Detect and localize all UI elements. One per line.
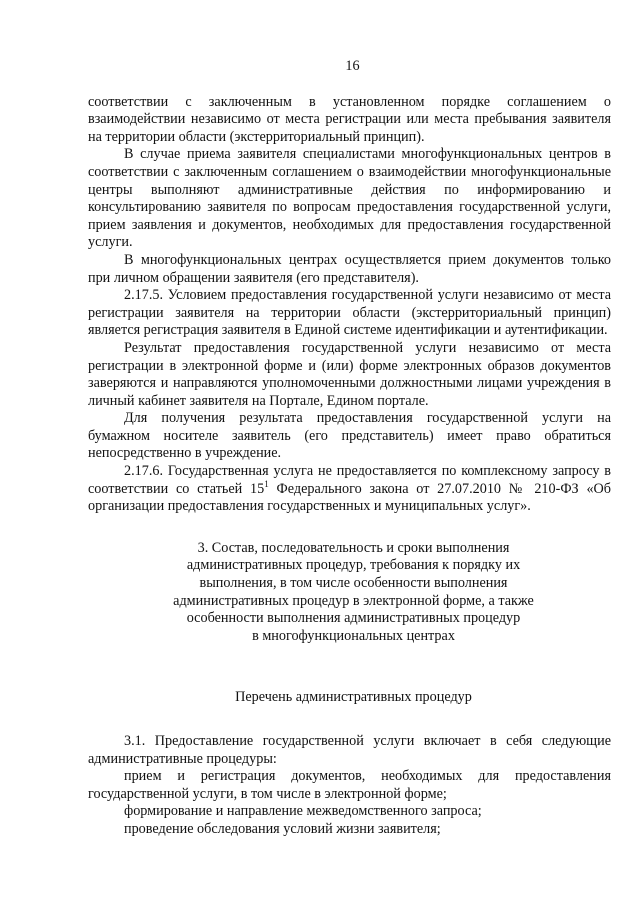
section-heading-line: 3. Состав, последовательность и сроки выполнения: [197, 539, 510, 556]
paragraph: соответствии с заключенным в установленном порядке соглашением о взаимодействии независимо от места регистрации или места пребывания заявителя на территории области (экстерриториальный принцип).: [88, 93, 611, 145]
list-item: формирование и направление межведомственного запроса;: [124, 803, 482, 820]
section-heading: [88, 540, 611, 646]
section-heading-line: особенности выполнения административных процедур: [186, 610, 521, 627]
top-paragraphs: [88, 94, 611, 516]
paragraph-2-17-5: 2.17.5. Условием предоставления государственной услуги независимо от места регистрации заявителя на территории области (экстерриториальный принцип) является регистрация заявителя в Единой системе идентификации и аутентификации.: [88, 287, 611, 339]
paragraph-text: Федерального закона от 27.07.2010 № 210-ФЗ «Об организации предоставления государственных и муниципальных услуг».: [88, 480, 611, 515]
list-item: прием и регистрация документов, необходимых для предоставления государственной услуги, в том числе в электронной форме;: [88, 768, 611, 802]
paragraph: Результат предоставления государственной услуги независимо от места регистрации в электронной форме и (или) форме электронных образов документов заверяются и направляются уполномоченными должностными лицами учреждения в личный кабинет заявителя на Портале, Едином портале.: [88, 339, 611, 409]
superscript: 1: [264, 478, 269, 489]
paragraph: В случае приема заявителя специалистами многофункциональных центров в соответствии с заключенным соглашением о взаимодействии многофункциональные центры выполняют административные действия по информированию и консультированию заявителя по вопросам предоставления государственной услуги, прием заявления и документов, необходимых для предоставления государственной услуги.: [88, 146, 611, 251]
paragraph-3-1: 3.1. Предоставление государственной услуги включает в себя следующие административные процедуры:: [88, 733, 611, 767]
paragraph-2-17-6: [88, 463, 611, 516]
page-number: 16: [345, 58, 360, 74]
paragraph-text: 2.17.6. Государственная услуга не предоставляется по комплексному запросу в соответствии со статьей 15: [88, 463, 611, 497]
list-item: проведение обследования условий жизни заявителя;: [124, 820, 441, 837]
paragraph: В многофункциональных центрах осуществляется прием документов только при личном обращении заявителя (его представителя).: [88, 251, 611, 286]
bottom-paragraphs: [88, 733, 611, 839]
section-heading-line: административных процедур в электронной форме, а также: [173, 592, 534, 609]
section-heading-line: выполнения, в том числе особенности выполнения: [199, 575, 508, 592]
paragraph: Для получения результата предоставления государственной услуги на бумажном носителе заявитель (его представитель) имеет право обратиться непосредственно в учреждение.: [88, 410, 611, 462]
section-heading-line: в многофункциональных центрах: [252, 627, 455, 644]
section-heading-line: административных процедур, требования к порядку их: [186, 557, 521, 574]
subheading: Перечень административных процедур: [235, 689, 472, 706]
